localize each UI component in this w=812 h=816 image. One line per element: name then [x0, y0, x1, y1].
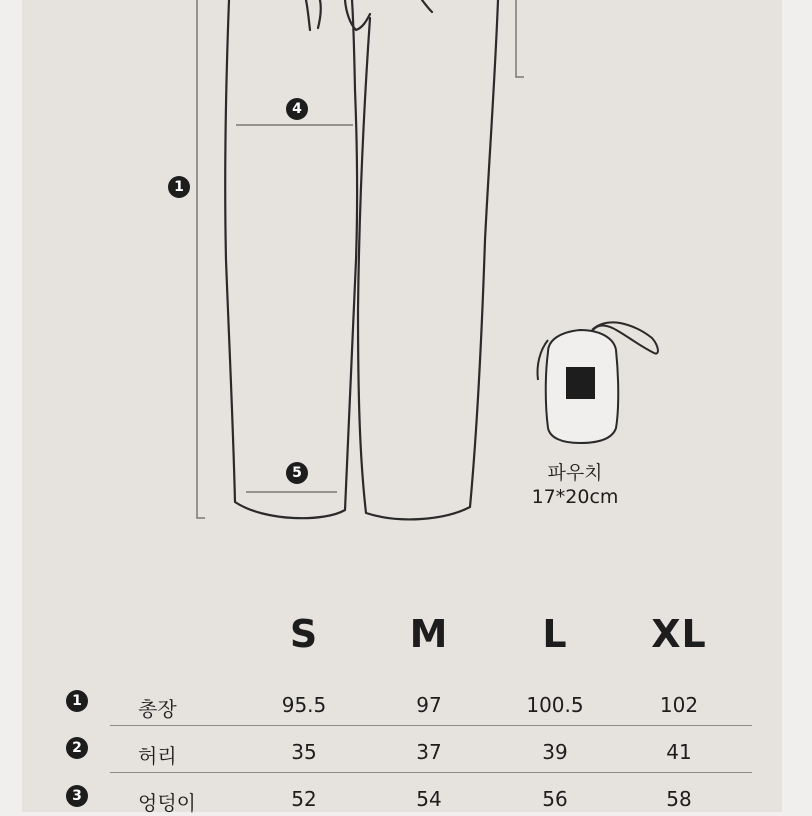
row-2-marker: 2 [66, 737, 88, 759]
row-2-m: 37 [416, 740, 442, 764]
size-header-xl: XL [651, 612, 707, 656]
row-1-xl: 102 [659, 693, 699, 717]
drawstring [306, 0, 310, 30]
row-1-marker: 1 [66, 690, 88, 712]
pants-outline-right [358, 0, 498, 519]
table-divider [110, 772, 752, 773]
row-3-s: 52 [291, 787, 317, 811]
row-2-label: 허리 [138, 744, 177, 768]
row-3-marker: 3 [66, 785, 88, 807]
row-3-m: 54 [416, 787, 442, 811]
pants-outline-left [225, 0, 357, 518]
size-header-m: M [409, 612, 449, 656]
row-1-m: 97 [416, 693, 442, 717]
row-3-label: 엉덩이 [138, 791, 196, 815]
marker-5: 5 [286, 462, 308, 484]
pouch-size: 17*20cm [531, 486, 619, 508]
table-divider [110, 725, 752, 726]
length-dimension-line [197, 0, 205, 518]
pouch-name: 파우치 [547, 462, 603, 484]
pouch-logo-patch [566, 367, 595, 399]
row-1-l: 100.5 [526, 693, 584, 717]
row-3-l: 56 [542, 787, 568, 811]
row-1-label: 총장 [138, 697, 177, 721]
row-2-s: 35 [291, 740, 317, 764]
pouch-illustration [537, 322, 657, 443]
marker-4: 4 [286, 98, 308, 120]
size-header-l: L [542, 612, 568, 656]
row-1-s: 95.5 [281, 693, 327, 717]
rise-dimension-line [516, 0, 524, 77]
size-header-s: S [289, 612, 319, 656]
row-3-xl: 58 [666, 787, 692, 811]
row-2-l: 39 [542, 740, 568, 764]
row-2-xl: 41 [666, 740, 692, 764]
marker-1: 1 [168, 176, 190, 198]
